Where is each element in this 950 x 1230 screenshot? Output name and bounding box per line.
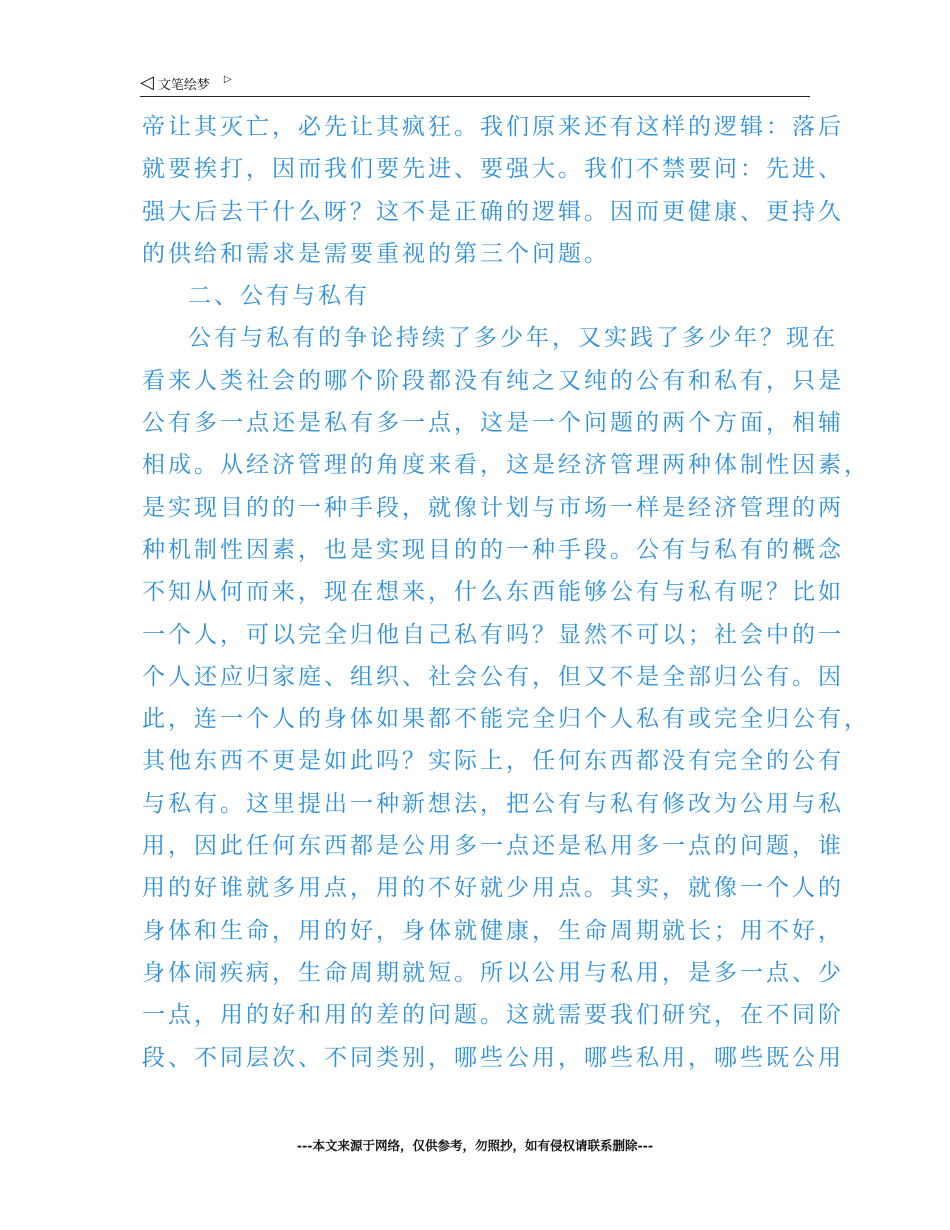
text-line: 强大后去干什么呀？这不是正确的逻辑。因而更健康、更持久 [142, 198, 844, 225]
text-line: 就要挨打，因而我们要先进、要强大。我们不禁要问：先进、 [142, 156, 844, 183]
text-line: 不知从何而来，现在想来，什么东西能够公有与私有呢？比如 [142, 579, 844, 606]
text-line: 身体和生命，用的好，身体就健康，生命周期就长；用不好， [142, 917, 844, 944]
text-line: 一点，用的好和用的差的问题。这就需要我们研究，在不同阶 [142, 1002, 844, 1029]
text-line: 是实现目的的一种手段，就像计划与市场一样是经济管理的两 [142, 494, 844, 521]
triangle-right-icon: ▷ [223, 73, 232, 85]
text-line: 看来人类社会的哪个阶段都没有纯之又纯的公有和私有，只是 [142, 367, 844, 394]
document-body [142, 106, 870, 1079]
text-line: 公有与私有的争论持续了多少年，又实践了多少年？现在 [188, 325, 838, 352]
text-line: 的供给和需求是需要重视的第三个问题。 [142, 240, 610, 267]
text-line: 其他东西不更是如此吗？实际上，任何东西都没有完全的公有 [142, 748, 844, 775]
text-line: 种机制性因素，也是实现目的的一种手段。公有与私有的概念 [142, 536, 844, 563]
text-line: 公有多一点还是私有多一点，这是一个问题的两个方面，相辅 [142, 410, 844, 437]
text-line: 个人还应归家庭、组织、社会公有，但又不是全部归公有。因 [142, 663, 844, 690]
text-line: 帝让其灭亡，必先让其疯狂。我们原来还有这样的逻辑：落后 [142, 114, 844, 140]
text-line: 身体闹疾病，生命周期就短。所以公用与私用，是多一点、少 [142, 959, 844, 986]
text-line: 此，连一个人的身体如果都不能完全归个人私有或完全归公有， [142, 706, 870, 733]
footer-disclaimer: ---本文来源于网络，仅供参考，勿照抄，如有侵权请联系删除--- [296, 1138, 654, 1153]
text-line: 相成。从经济管理的角度来看，这是经济管理两种体制性因素， [142, 452, 870, 479]
header-title: 文笔绘梦 [157, 77, 210, 93]
text-line: 用的好谁就多用点，用的不好就少用点。其实，就像一个人的 [142, 875, 844, 902]
page-header [140, 72, 808, 94]
text-line: 用，因此任何东西都是公用多一点还是私用多一点的问题，谁 [142, 833, 844, 860]
header-rule [140, 96, 810, 97]
text-line: 与私有。这里提出一种新想法，把公有与私有修改为公用与私 [142, 790, 844, 817]
text-line: 一个人，可以完全归他自己私有吗？显然不可以；社会中的一 [142, 621, 844, 648]
triangle-left-icon: ◁ [140, 72, 154, 93]
text-line: 段、不同层次、不同类别，哪些公用，哪些私用，哪些既公用 [142, 1044, 844, 1071]
section-heading: 二、公有与私有 [188, 283, 370, 310]
